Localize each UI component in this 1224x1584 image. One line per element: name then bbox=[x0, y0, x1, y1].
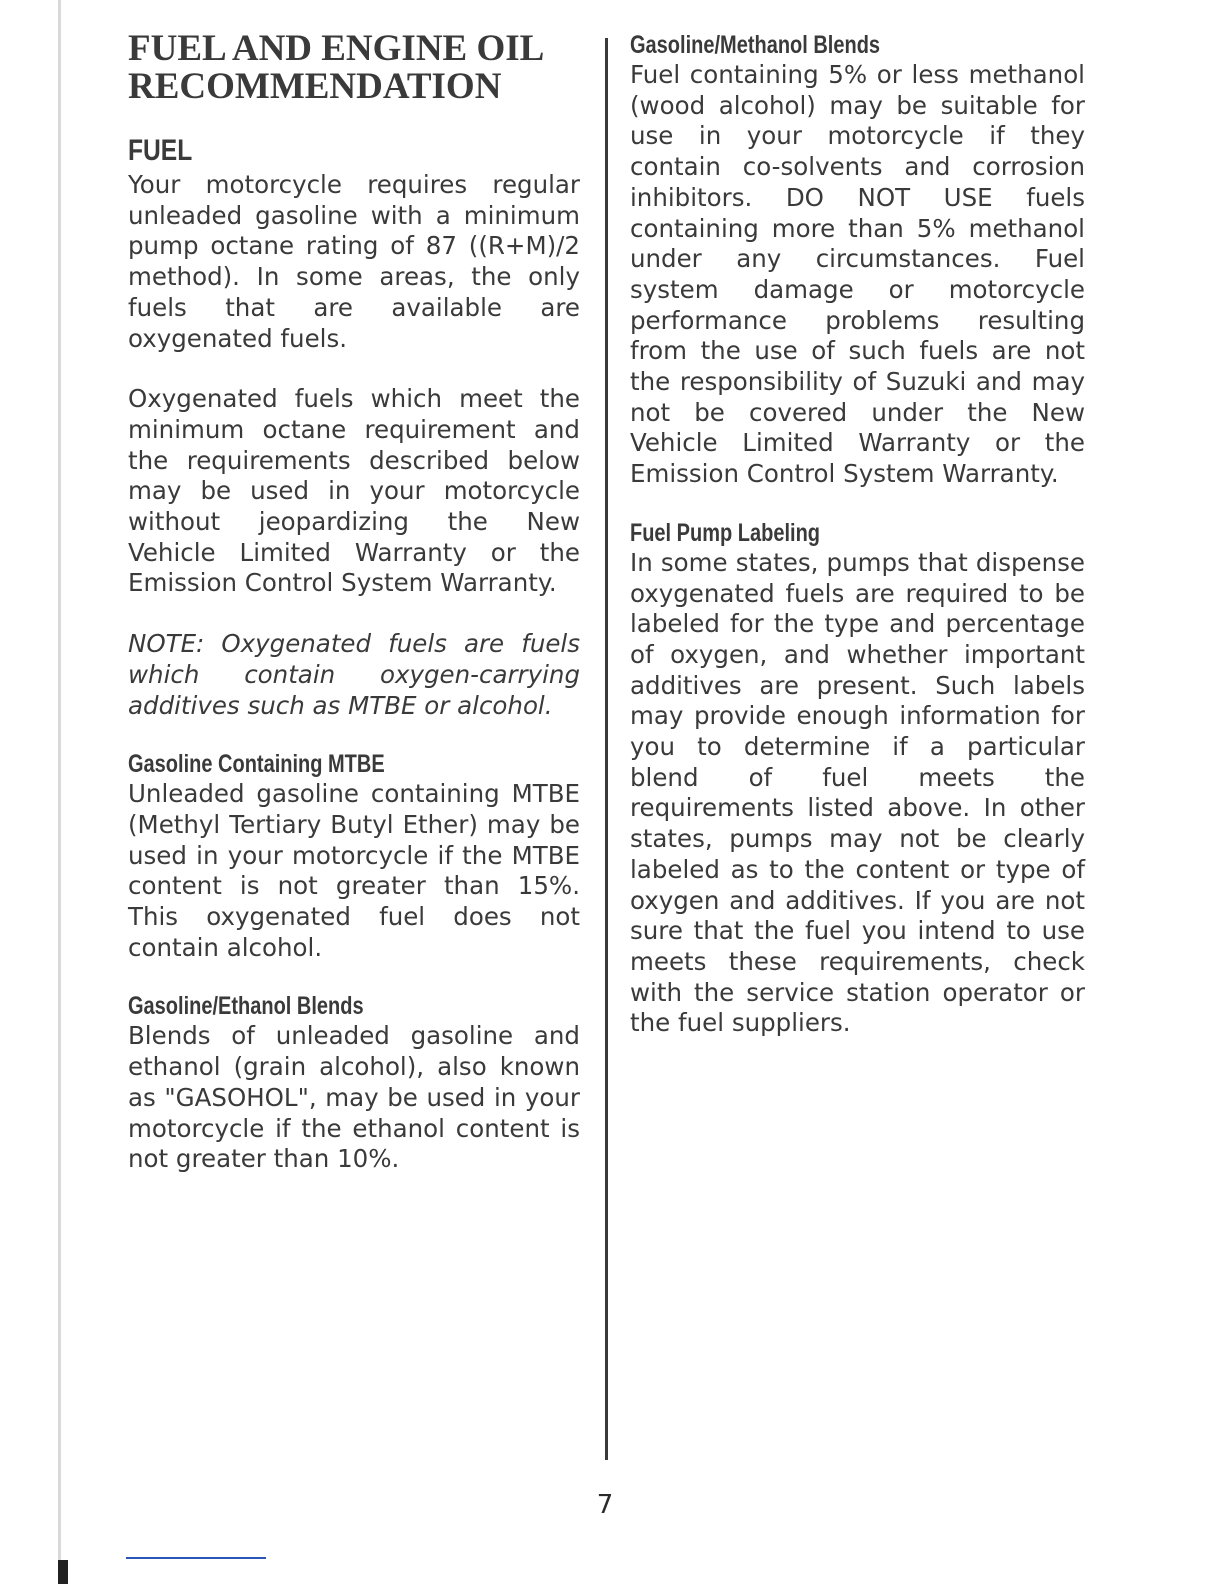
ethanol-paragraph: Blends of unleaded gasoline and ethanol (grain alcohol), also known as "GASOHOL", may be used in your motorcycle if the ethanol content is not greater than 10%. bbox=[128, 1021, 580, 1174]
scan-artifact-mark bbox=[58, 1560, 68, 1584]
oxygenated-note: NOTE: Oxygenated fuels are fuels which contain oxygen-carrying additives such as MTBE or alcohol. bbox=[128, 629, 580, 720]
page-edge bbox=[58, 0, 61, 1584]
scan-artifact-line bbox=[126, 1557, 266, 1559]
column-divider bbox=[605, 38, 608, 1460]
oxygenated-fuels-paragraph: Oxygenated fuels which meet the minimum octane requirement and the requirements described below may be used in your motorcycle without jeopardizing the New Vehicle Limited Warranty or the Emission Control System Warranty. bbox=[128, 384, 580, 598]
right-column bbox=[630, 30, 1085, 1039]
fuel-heading: FUEL bbox=[128, 134, 193, 167]
pump-labeling-heading: Fuel Pump Labeling bbox=[630, 518, 821, 547]
fuel-intro-paragraph: Your motorcycle requires regular unleaded gasoline with a minimum pump octane rating of 87 ((R+M)/2 method). In some areas, the only fuels that are available are oxygenated fuels. bbox=[128, 170, 580, 353]
pump-labeling-paragraph: In some states, pumps that dispense oxygenated fuels are required to be labeled for the type and percentage of oxygen, and whether important additives are present. Such labels may provide enough information for you to determine if a particular blend of fuel meets the requirements listed above. In other states, pumps may not be clearly labeled as to the content or type of oxygen and additives. If you are not sure that the fuel you intend to use meets these requirements, check with the service station operator or the fuel suppliers. bbox=[630, 547, 1085, 1038]
ethanol-heading: Gasoline/Ethanol Blends bbox=[128, 992, 364, 1021]
mtbe-paragraph: Unleaded gasoline containing MTBE (Methyl Tertiary Butyl Ether) may be used in your motorcycle if the MTBE content is not greater than 15%. This oxygenated fuel does not contain alcohol. bbox=[128, 779, 580, 962]
page-title: FUEL AND ENGINE OIL RECOMMENDATION bbox=[128, 28, 543, 107]
methanol-heading: Gasoline/Methanol Blends bbox=[630, 31, 881, 59]
page-number: 7 bbox=[596, 1490, 614, 1520]
left-column bbox=[128, 30, 580, 1175]
methanol-paragraph: Fuel containing 5% or less methanol (wood alcohol) may be suitable for use in your motorcycle if they contain co-solvents and corrosion inhibitors. DO NOT USE fuels containing more than 5% methanol under any circumstances. Fuel system damage or motorcycle performance problems resulting from the use of such fuels are not the responsibility of Suzuki and may not be covered under the New Vehicle Limited Warranty or the Emission Control System Warranty. bbox=[630, 60, 1085, 489]
mtbe-heading: Gasoline Containing MTBE bbox=[128, 750, 385, 779]
